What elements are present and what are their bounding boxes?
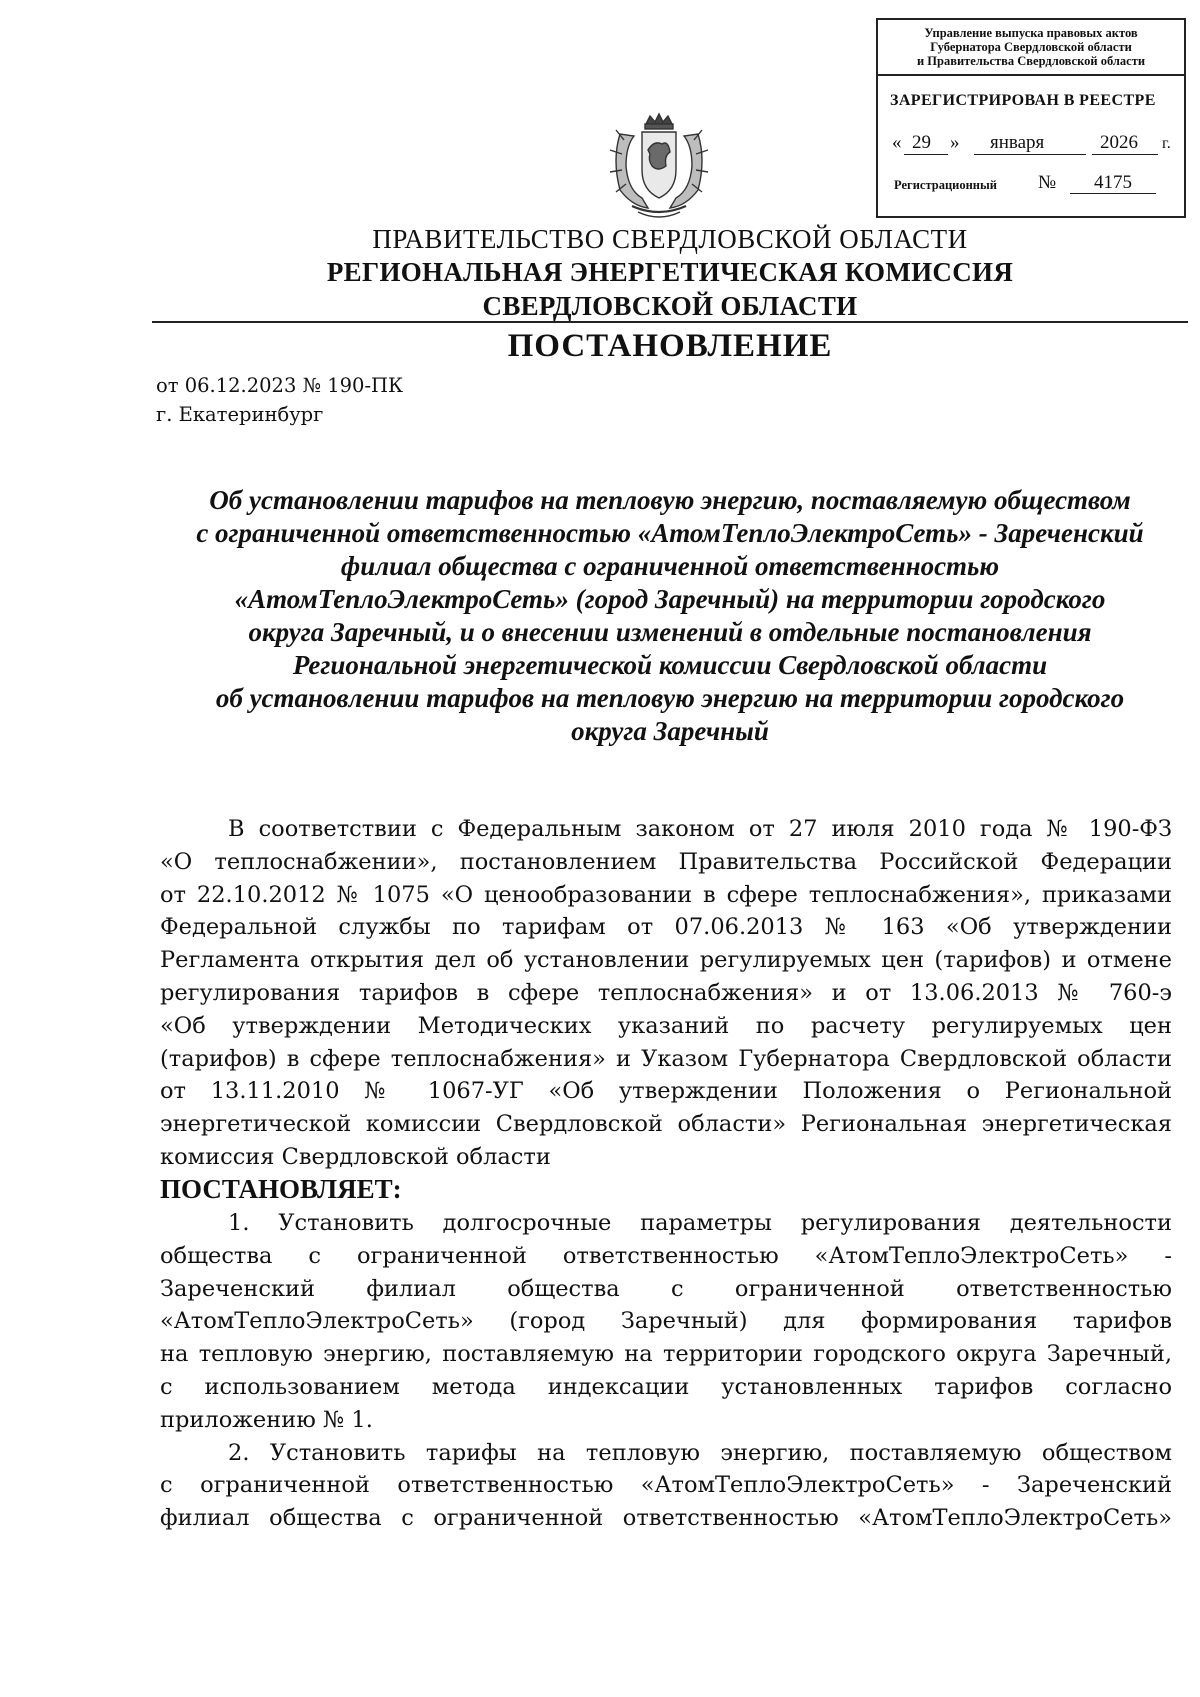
document-date-number: от 06.12.2023 № 190-ПК [156,374,404,397]
item-line: на тепловую энергию, поставляемую на территории городского округа Заречный, [160,1341,1172,1368]
commission-name-line2: СВЕРДЛОВСКОЙ ОБЛАСТИ [482,291,858,321]
preamble-line: энергетической комиссии Свердловской области» Региональная энергетическая [160,1111,1172,1138]
subject-line: филиал общества с ограниченной ответственностью [340,551,1000,581]
item-line: приложению № 1. [160,1406,373,1433]
stamp-header-line: Управление выпуска правовых актов [924,26,1138,40]
stamp-year-suffix: г. [1162,135,1171,152]
registration-stamp [876,18,1186,218]
preamble-line: Федеральной службы по тарифам от 07.06.2013 № 163 «Об утверждении [160,914,1172,941]
preamble-paragraph [160,813,1172,1174]
document-subject [150,484,1190,748]
subject-line: Об установлении тарифов на тепловую энергию, поставляемую обществом [209,485,1131,515]
item-line: «АтомТеплоЭлектроСеть» (город Заречный) для формирования тарифов [160,1308,1172,1335]
stamp-header-line: Губернатора Свердловской области [930,40,1132,54]
decree-word: ПОСТАНОВЛЯЕТ: [160,1174,402,1204]
stamp-number-underline [1070,193,1156,194]
header-divider [152,321,1188,323]
coat-of-arms-icon [598,110,720,222]
stamp-year-underline [1092,154,1158,155]
preamble-line: регулирования тарифов в сфере теплоснабжения» и от 13.06.2013 № 760-э [160,979,1172,1006]
stamp-day-underline [904,154,948,155]
stamp-month-underline [974,154,1086,155]
decree-items [160,1207,1172,1535]
preamble-line: Регламента открытия дел об установлении регулируемых цен (тарифов) и отмене [160,947,1172,974]
stamp-month: января [990,132,1045,153]
stamp-day: 29 [912,132,931,153]
item-line: 1. Установить долгосрочные параметры регулирования деятельности [228,1210,1172,1236]
commission-name-line1: РЕГИОНАЛЬНАЯ ЭНЕРГЕТИЧЕСКАЯ КОМИССИЯ [326,257,1014,287]
item-line: с использованием метода индексации установленных тарифов согласно [160,1373,1172,1400]
preamble-line: от 13.11.2010 № 1067-УГ «Об утверждении Положения о Региональной [160,1078,1172,1105]
preamble-line: комиссия Свердловской области [160,1143,551,1170]
document-type-title: ПОСТАНОВЛЕНИЕ [507,328,833,364]
document-meta [156,371,403,429]
preamble-line: (тарифов) в сфере теплоснабжения» и Указом Губернатора Свердловской области [160,1045,1172,1072]
stamp-close-quote: » [950,132,960,153]
preamble-line: «Об утверждении Методических указаний по расчету регулируемых цен [160,1012,1172,1039]
item-line: с ограниченной ответственностью «АтомТеплоЭлектроСеть» - Зареченский [160,1472,1172,1499]
preamble-line: от 22.10.2012 № 1075 «О ценообразовании в сфере теплоснабжения», приказами [160,881,1172,908]
subject-line: об установлении тарифов на тепловую энергию на территории городского [215,683,1125,713]
stamp-header-line: и Правительства Свердловской области [916,54,1146,68]
subject-line: округа Заречный, и о внесении изменений в отдельные постановления [248,617,1092,647]
subject-line: Региональной энергетической комиссии Свердловской области [292,650,1048,680]
item-line: 2. Установить тарифы на тепловую энергию, поставляемую обществом [228,1439,1172,1466]
stamp-open-quote: « [892,132,902,153]
stamp-number-sign: № [1038,172,1057,193]
stamp-reg-label: Регистрационный [894,178,997,192]
stamp-registration-number [878,172,1184,196]
item-line: Зареченский филиал общества с ограниченной ответственностью [160,1275,1172,1302]
stamp-date [878,132,1184,156]
preamble-line: «О теплоснабжении», постановлением Правительства Российской Федерации [160,848,1172,875]
stamp-header [878,20,1184,76]
item-line: общества с ограниченной ответственностью «АтомТеплоЭлектроСеть» - [160,1242,1172,1269]
government-name: ПРАВИТЕЛЬСТВО СВЕРДЛОВСКОЙ ОБЛАСТИ [372,224,968,254]
subject-line: с ограниченной ответственностью «АтомТеплоЭлектроСеть» - Зареченский [196,518,1144,548]
stamp-reg-number: 4175 [1094,172,1132,193]
stamp-registered-label: ЗАРЕГИСТРИРОВАН В РЕЕСТРЕ [890,92,1156,109]
item-line: филиал общества с ограниченной ответственностью «АтомТеплоЭлектроСеть» [160,1505,1172,1532]
preamble-line: В соответствии с Федеральным законом от 27 июля 2010 года № 190-ФЗ [228,816,1172,842]
subject-line: округа Заречный [571,716,769,746]
document-city: г. Екатеринбург [156,403,324,426]
stamp-year: 2026 [1100,132,1138,153]
subject-line: «АтомТеплоЭлектроСеть» (город Заречный) на территории городского [234,584,1106,614]
